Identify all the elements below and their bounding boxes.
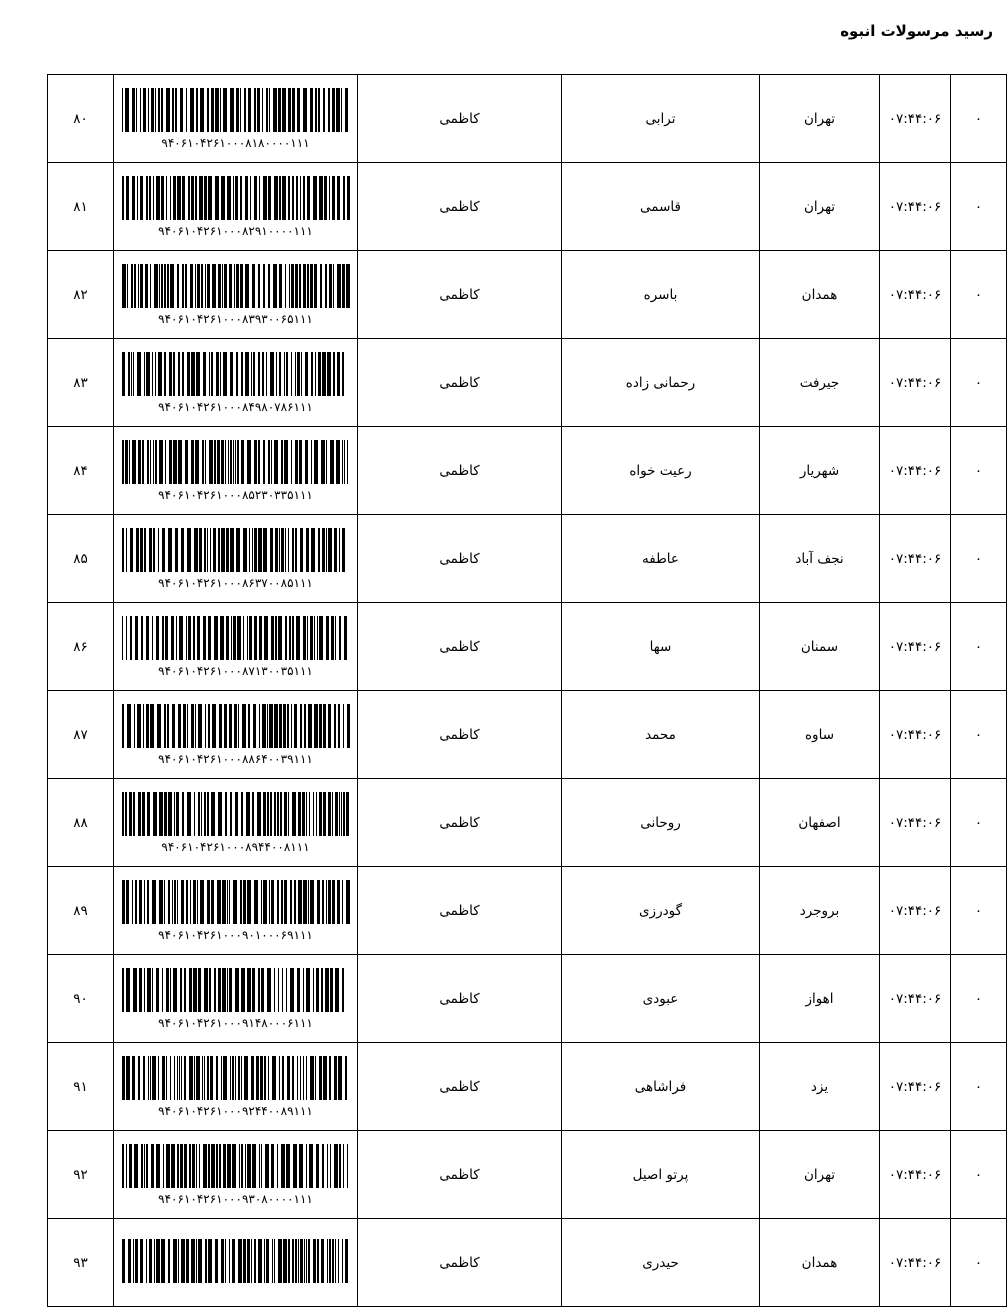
barcode-icon bbox=[122, 528, 350, 572]
cell-row-number: ۸۵ bbox=[48, 515, 114, 603]
barcode-icon bbox=[122, 1239, 350, 1283]
cell-row-number: ۸۰ bbox=[48, 75, 114, 163]
cell-sender: کاظمی bbox=[358, 339, 562, 427]
cell-sender: کاظمی bbox=[358, 955, 562, 1043]
cell-count: ۰ bbox=[951, 1219, 1007, 1307]
cell-city: اصفهان bbox=[760, 779, 880, 867]
table-row bbox=[48, 163, 1007, 251]
cell-barcode bbox=[114, 1219, 358, 1307]
barcode-digits: ۹۴۰۶۱۰۴۲۶۱۰۰۰۸۸۶۴۰۰۳۹۱۱۱ bbox=[158, 751, 313, 766]
cell-sender: کاظمی bbox=[358, 515, 562, 603]
cell-count: ۰ bbox=[951, 1043, 1007, 1131]
cell-row-number: ۸۸ bbox=[48, 779, 114, 867]
cell-time: ۰۷:۴۴:۰۶ bbox=[880, 75, 951, 163]
cell-sender: کاظمی bbox=[358, 251, 562, 339]
table-row bbox=[48, 515, 1007, 603]
cell-time: ۰۷:۴۴:۰۶ bbox=[880, 515, 951, 603]
cell-barcode bbox=[114, 955, 358, 1043]
receipts-table-body bbox=[48, 75, 1007, 1307]
cell-barcode bbox=[114, 867, 358, 955]
cell-row-number: ۸۴ bbox=[48, 427, 114, 515]
cell-row-number: ۹۰ bbox=[48, 955, 114, 1043]
cell-recipient: رحمانی زاده bbox=[562, 339, 760, 427]
barcode-icon bbox=[122, 440, 350, 484]
cell-recipient: حیدری bbox=[562, 1219, 760, 1307]
cell-recipient: قاسمی bbox=[562, 163, 760, 251]
cell-city: همدان bbox=[760, 1219, 880, 1307]
cell-city: تهران bbox=[760, 75, 880, 163]
cell-row-number: ۸۹ bbox=[48, 867, 114, 955]
table-row bbox=[48, 603, 1007, 691]
cell-sender: کاظمی bbox=[358, 1219, 562, 1307]
table-row bbox=[48, 867, 1007, 955]
cell-time: ۰۷:۴۴:۰۶ bbox=[880, 251, 951, 339]
cell-city: جیرفت bbox=[760, 339, 880, 427]
cell-row-number: ۹۳ bbox=[48, 1219, 114, 1307]
cell-barcode bbox=[114, 163, 358, 251]
cell-recipient: سها bbox=[562, 603, 760, 691]
barcode-digits: ۹۴۰۶۱۰۴۲۶۱۰۰۰۸۳۹۳۰۰۶۵۱۱۱ bbox=[158, 311, 313, 326]
barcode-digits: ۹۴۰۶۱۰۴۲۶۱۰۰۰۹۰۱۰۰۰۶۹۱۱۱ bbox=[158, 927, 313, 942]
cell-barcode bbox=[114, 427, 358, 515]
cell-count: ۰ bbox=[951, 867, 1007, 955]
table-row bbox=[48, 251, 1007, 339]
barcode-icon bbox=[122, 968, 350, 1012]
barcode-digits: ۹۴۰۶۱۰۴۲۶۱۰۰۰۹۳۰۸۰۰۰۰۱۱۱ bbox=[158, 1191, 313, 1206]
cell-row-number: ۹۱ bbox=[48, 1043, 114, 1131]
cell-sender: کاظمی bbox=[358, 603, 562, 691]
barcode-icon bbox=[122, 88, 350, 132]
cell-barcode bbox=[114, 779, 358, 867]
cell-time: ۰۷:۴۴:۰۶ bbox=[880, 1043, 951, 1131]
cell-barcode bbox=[114, 1043, 358, 1131]
cell-barcode bbox=[114, 75, 358, 163]
cell-city: اهواز bbox=[760, 955, 880, 1043]
table-row bbox=[48, 339, 1007, 427]
table-row bbox=[48, 1131, 1007, 1219]
cell-row-number: ۸۶ bbox=[48, 603, 114, 691]
table-row bbox=[48, 1219, 1007, 1307]
cell-count: ۰ bbox=[951, 515, 1007, 603]
cell-time: ۰۷:۴۴:۰۶ bbox=[880, 163, 951, 251]
cell-sender: کاظمی bbox=[358, 427, 562, 515]
cell-recipient: ترابی bbox=[562, 75, 760, 163]
barcode-digits: ۹۴۰۶۱۰۴۲۶۱۰۰۰۸۶۳۷۰۰۸۵۱۱۱ bbox=[158, 575, 313, 590]
cell-sender: کاظمی bbox=[358, 1131, 562, 1219]
cell-row-number: ۸۲ bbox=[48, 251, 114, 339]
cell-time: ۰۷:۴۴:۰۶ bbox=[880, 339, 951, 427]
cell-sender: کاظمی bbox=[358, 779, 562, 867]
barcode-digits: ۹۴۰۶۱۰۴۲۶۱۰۰۰۹۲۴۴۰۰۸۹۱۱۱ bbox=[158, 1103, 313, 1118]
cell-recipient: محمد bbox=[562, 691, 760, 779]
cell-city: شهریار bbox=[760, 427, 880, 515]
table-row bbox=[48, 75, 1007, 163]
table-row bbox=[48, 427, 1007, 515]
cell-count: ۰ bbox=[951, 163, 1007, 251]
cell-barcode bbox=[114, 691, 358, 779]
cell-barcode bbox=[114, 515, 358, 603]
cell-barcode bbox=[114, 339, 358, 427]
table-row bbox=[48, 1043, 1007, 1131]
cell-sender: کاظمی bbox=[358, 163, 562, 251]
page-title: رسید مرسولات انبوه bbox=[840, 22, 993, 40]
cell-time: ۰۷:۴۴:۰۶ bbox=[880, 955, 951, 1043]
cell-barcode bbox=[114, 603, 358, 691]
cell-recipient: فراشاهی bbox=[562, 1043, 760, 1131]
cell-count: ۰ bbox=[951, 339, 1007, 427]
barcode-icon bbox=[122, 176, 350, 220]
cell-recipient: عاطفه bbox=[562, 515, 760, 603]
cell-recipient: رعیت خواه bbox=[562, 427, 760, 515]
cell-time: ۰۷:۴۴:۰۶ bbox=[880, 1219, 951, 1307]
cell-count: ۰ bbox=[951, 1131, 1007, 1219]
barcode-digits: ۹۴۰۶۱۰۴۲۶۱۰۰۰۹۱۴۸۰۰۰۶۱۱۱ bbox=[158, 1015, 313, 1030]
table-row bbox=[48, 955, 1007, 1043]
barcode-digits: ۹۴۰۶۱۰۴۲۶۱۰۰۰۸۴۹۸۰۷۸۶۱۱۱ bbox=[158, 399, 313, 414]
cell-count: ۰ bbox=[951, 251, 1007, 339]
barcode-icon bbox=[122, 264, 350, 308]
cell-sender: کاظمی bbox=[358, 691, 562, 779]
table-row bbox=[48, 779, 1007, 867]
barcode-digits: ۹۴۰۶۱۰۴۲۶۱۰۰۰۸۹۴۴۰۰۸۱۱۱ bbox=[161, 839, 310, 854]
cell-row-number: ۹۲ bbox=[48, 1131, 114, 1219]
table-row bbox=[48, 691, 1007, 779]
cell-city: نجف آباد bbox=[760, 515, 880, 603]
cell-count: ۰ bbox=[951, 691, 1007, 779]
cell-count: ۰ bbox=[951, 75, 1007, 163]
barcode-icon bbox=[122, 880, 350, 924]
barcode-digits: ۹۴۰۶۱۰۴۲۶۱۰۰۰۸۵۲۳۰۳۳۵۱۱۱ bbox=[158, 487, 313, 502]
barcode-icon bbox=[122, 792, 350, 836]
barcode-icon bbox=[122, 352, 350, 396]
cell-city: همدان bbox=[760, 251, 880, 339]
cell-row-number: ۸۷ bbox=[48, 691, 114, 779]
cell-city: تهران bbox=[760, 163, 880, 251]
barcode-digits: ۹۴۰۶۱۰۴۲۶۱۰۰۰۸۲۹۱۰۰۰۰۱۱۱ bbox=[158, 223, 313, 238]
cell-count: ۰ bbox=[951, 427, 1007, 515]
barcode-icon bbox=[122, 1144, 350, 1188]
cell-count: ۰ bbox=[951, 603, 1007, 691]
cell-recipient: روحانی bbox=[562, 779, 760, 867]
cell-city: بروجرد bbox=[760, 867, 880, 955]
receipts-table bbox=[47, 74, 1007, 1307]
cell-count: ۰ bbox=[951, 779, 1007, 867]
barcode-icon bbox=[122, 616, 350, 660]
cell-time: ۰۷:۴۴:۰۶ bbox=[880, 427, 951, 515]
cell-recipient: عبودی bbox=[562, 955, 760, 1043]
cell-barcode bbox=[114, 251, 358, 339]
cell-city: تهران bbox=[760, 1131, 880, 1219]
cell-time: ۰۷:۴۴:۰۶ bbox=[880, 867, 951, 955]
cell-time: ۰۷:۴۴:۰۶ bbox=[880, 1131, 951, 1219]
cell-city: یزد bbox=[760, 1043, 880, 1131]
cell-sender: کاظمی bbox=[358, 75, 562, 163]
cell-time: ۰۷:۴۴:۰۶ bbox=[880, 603, 951, 691]
barcode-icon bbox=[122, 1056, 350, 1100]
cell-city: ساوه bbox=[760, 691, 880, 779]
cell-city: سمنان bbox=[760, 603, 880, 691]
cell-row-number: ۸۳ bbox=[48, 339, 114, 427]
barcode-digits: ۹۴۰۶۱۰۴۲۶۱۰۰۰۸۱۸۰۰۰۰۱۱۱ bbox=[161, 135, 310, 150]
cell-time: ۰۷:۴۴:۰۶ bbox=[880, 779, 951, 867]
cell-sender: کاظمی bbox=[358, 1043, 562, 1131]
barcode-icon bbox=[122, 704, 350, 748]
cell-time: ۰۷:۴۴:۰۶ bbox=[880, 691, 951, 779]
cell-recipient: گودرزی bbox=[562, 867, 760, 955]
cell-recipient: پرتو اصیل bbox=[562, 1131, 760, 1219]
cell-row-number: ۸۱ bbox=[48, 163, 114, 251]
cell-recipient: باسره bbox=[562, 251, 760, 339]
cell-barcode bbox=[114, 1131, 358, 1219]
barcode-digits: ۹۴۰۶۱۰۴۲۶۱۰۰۰۸۷۱۳۰۰۳۵۱۱۱ bbox=[158, 663, 313, 678]
cell-sender: کاظمی bbox=[358, 867, 562, 955]
cell-count: ۰ bbox=[951, 955, 1007, 1043]
